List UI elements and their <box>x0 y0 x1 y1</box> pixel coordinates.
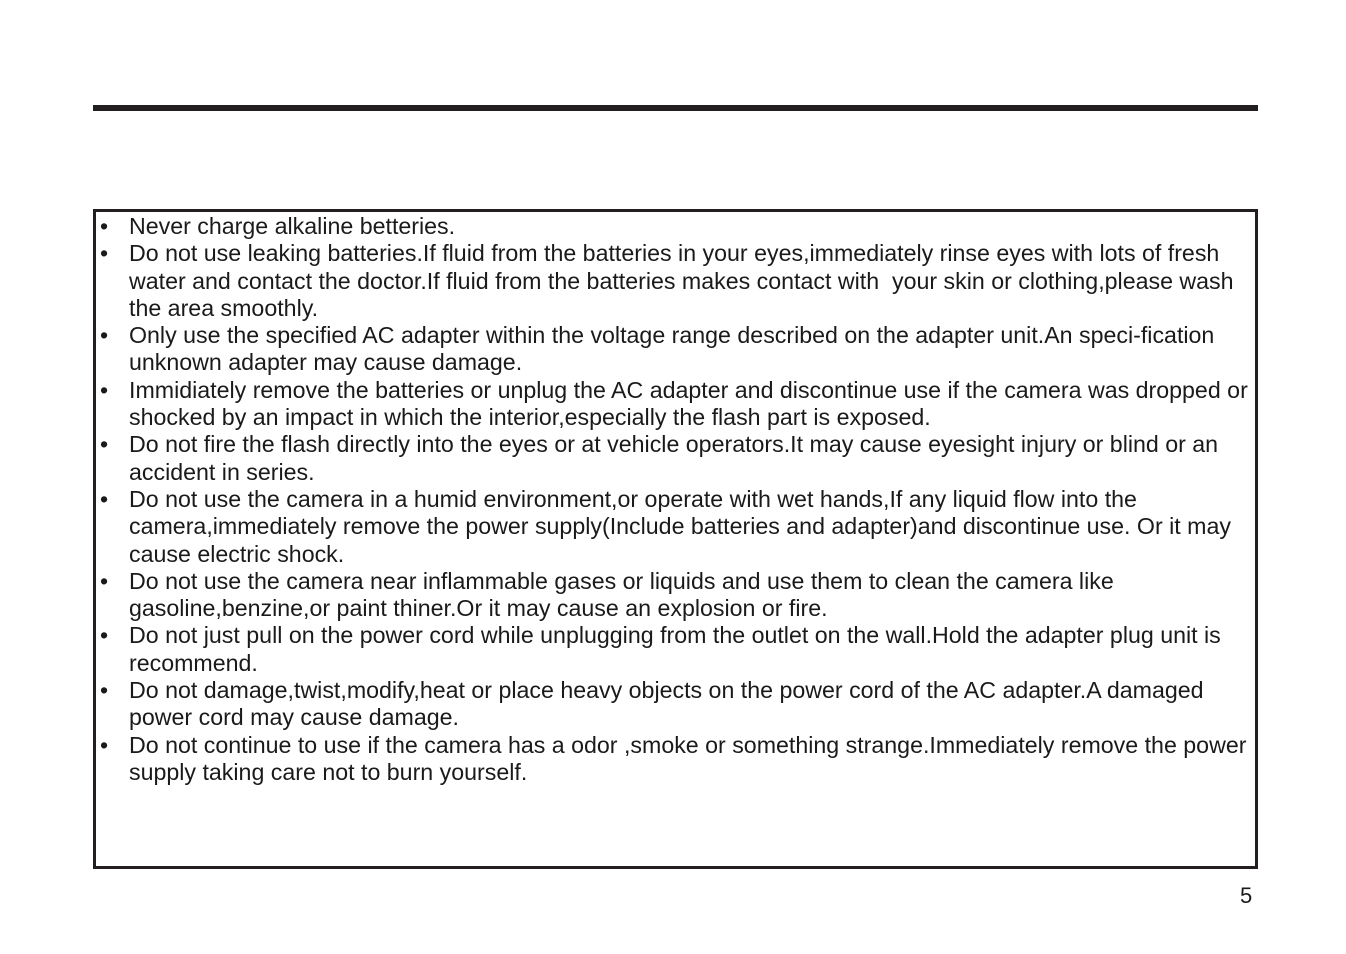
warning-text: Do not fire the flash directly into the eyes or at vehicle operators.It may cause eyesight injury or blind or an accident in series. <box>129 431 1225 485</box>
warning-text: Never charge alkaline betteries. <box>129 213 456 239</box>
bullet-marker: • <box>100 431 109 458</box>
bullet-marker: • <box>100 376 109 403</box>
bullet-marker: • <box>100 213 109 239</box>
warning-item <box>100 322 1250 377</box>
bullet-marker: • <box>100 485 109 512</box>
warning-item <box>100 240 1250 322</box>
warning-text: Do not use the camera near inflammable gases or liquids and use them to clean the camera like gasoline,benzine,or paint thiner.Or it may cause an explosion or fire. <box>129 567 1121 622</box>
page-number: 5 <box>1240 883 1253 908</box>
warning-item <box>100 486 1250 568</box>
warning-text: Do not continue to use if the camera has a odor ,smoke or something strange.Immediately remove the power supply taking care not to burn yourself. <box>129 731 1253 785</box>
bullet-marker: • <box>100 322 109 349</box>
warning-text: Do not just pull on the power cord while unplugging from the outlet on the wall.Hold the adapter plug unit is recommend. <box>129 622 1228 676</box>
bullet-marker: • <box>100 240 109 267</box>
header-rule <box>93 105 1258 111</box>
warning-item <box>100 431 1250 486</box>
warning-item <box>100 677 1250 732</box>
warning-text: Immidiately remove the batteries or unplug the AC adapter and discontinue use if the camera was dropped or shocked by an impact in which the interior,especially the flash part is exposed. <box>129 376 1255 431</box>
bullet-marker: • <box>100 677 109 704</box>
warning-text: Do not use leaking batteries.If fluid from the batteries in your eyes,immediately rinse eyes with lots of fresh water and contact the doctor.If fluid from the batteries makes contact with your skin or clothing,please wash the area smoothly. <box>129 240 1240 321</box>
warning-item <box>100 568 1250 623</box>
safety-warnings-box <box>93 209 1258 869</box>
warning-item <box>100 622 1250 677</box>
warning-item <box>100 376 1255 432</box>
warning-item <box>100 731 1253 787</box>
warning-text: Do not damage,twist,modify,heat or place heavy objects on the power cord of the AC adapter.A damaged power cord may cause damage. <box>129 677 1211 731</box>
bullet-marker: • <box>100 567 109 594</box>
warning-text: Only use the specified AC adapter within the voltage range described on the adapter unit.An speci-fication unknown adapter may cause damage. <box>129 322 1221 376</box>
safety-warnings-list <box>100 213 1255 786</box>
bullet-marker: • <box>100 622 109 649</box>
bullet-marker: • <box>100 731 109 758</box>
warning-item <box>100 213 1250 240</box>
warning-text: Do not use the camera in a humid environment,or operate with wet hands,If any liquid flow into the camera,immediately remove the power supply(Include batteries and adapter)and discontinue use. Or it may cause electric shock. <box>129 485 1238 567</box>
